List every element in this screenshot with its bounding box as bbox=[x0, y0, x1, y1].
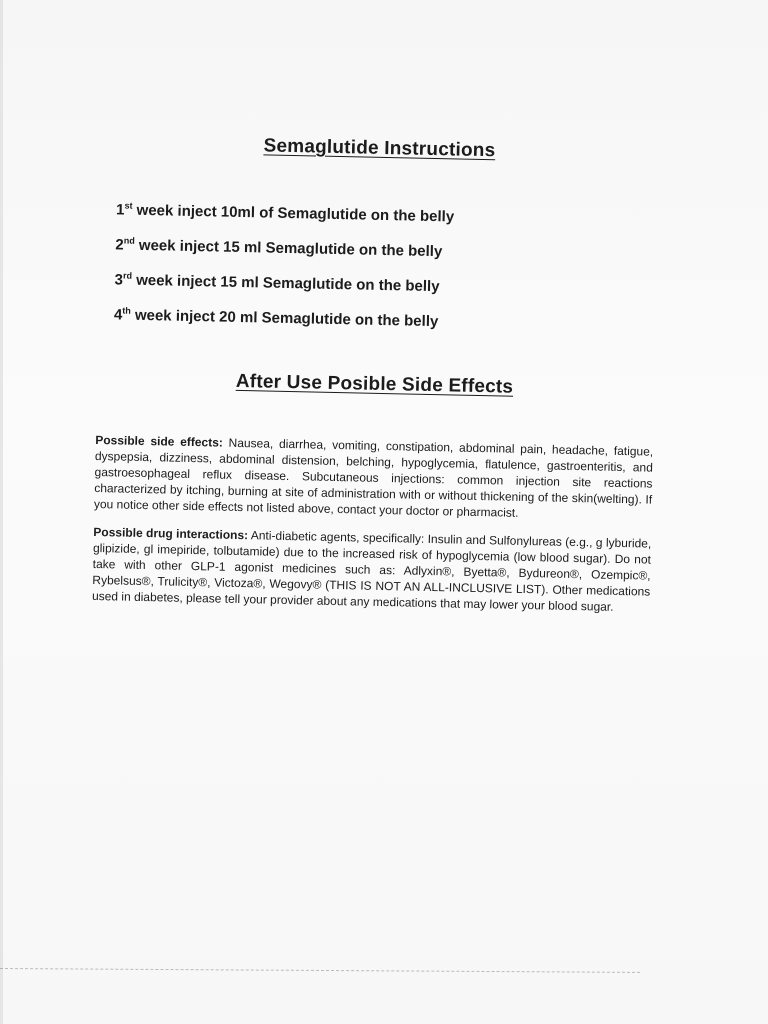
side-effects-lead: Possible side effects: bbox=[95, 432, 224, 450]
side-effects-body: Nausea, diarrhea, vomiting, constipation, abdominal pain, headache, fatigue, dyspepsia, dizziness, abdominal distension, belching, hypoglycemia, flatulence, gastroenteritis, and gastroesophageal reflux disease. Subcutaneous injections: common injection site reactions characterized by itching, burning at site of administration with or without thickening of the skin(welting). If you notice other side effects not listed above, contact your doctor or pharmacist. bbox=[93, 435, 654, 520]
drug-interactions-body: Anti-diabetic agents, specifically: Insulin and Sulfonylureas (e.g., g lyburide, glipizide, gl imepiride, tolbutamide) due to the increased risk of hypoglycemia (low blood sugar). Do not take with other GLP-1 agonist medicines such as: Adlyxin®, Byetta®, Bydureon®, Ozempic®, Rybelsus®, Trulicity®, Victoza®, Wegovy® (THIS IS NOT AN ALL-INCLUSIVE LIST). Other medications used in diabetes, please tell your provider about any medications that may lower your blood sugar. bbox=[91, 528, 652, 614]
document-title: Semaglutide Instructions bbox=[263, 135, 496, 162]
scan-edge bbox=[0, 0, 3, 1024]
side-effects-paragraph bbox=[94, 432, 654, 524]
side-effects-heading: After Use Posible Side Effects bbox=[235, 370, 514, 398]
document-content bbox=[90, 120, 660, 616]
week-instruction: 1st week inject 10ml of Semaglutide on the belly bbox=[115, 200, 455, 226]
week-instruction: 2nd week inject 15 ml Semaglutide on the belly bbox=[115, 235, 443, 261]
week-instruction: 3rd week inject 15 ml Semaglutide on the belly bbox=[114, 270, 440, 296]
week-instruction: 4th week inject 20 ml Semaglutide on the belly bbox=[113, 305, 439, 331]
week-instructions-list bbox=[114, 190, 659, 341]
drug-interactions-paragraph bbox=[92, 524, 652, 616]
drug-interactions-lead: Possible drug interactions: bbox=[93, 524, 249, 543]
scan-artifact-line bbox=[0, 968, 640, 975]
